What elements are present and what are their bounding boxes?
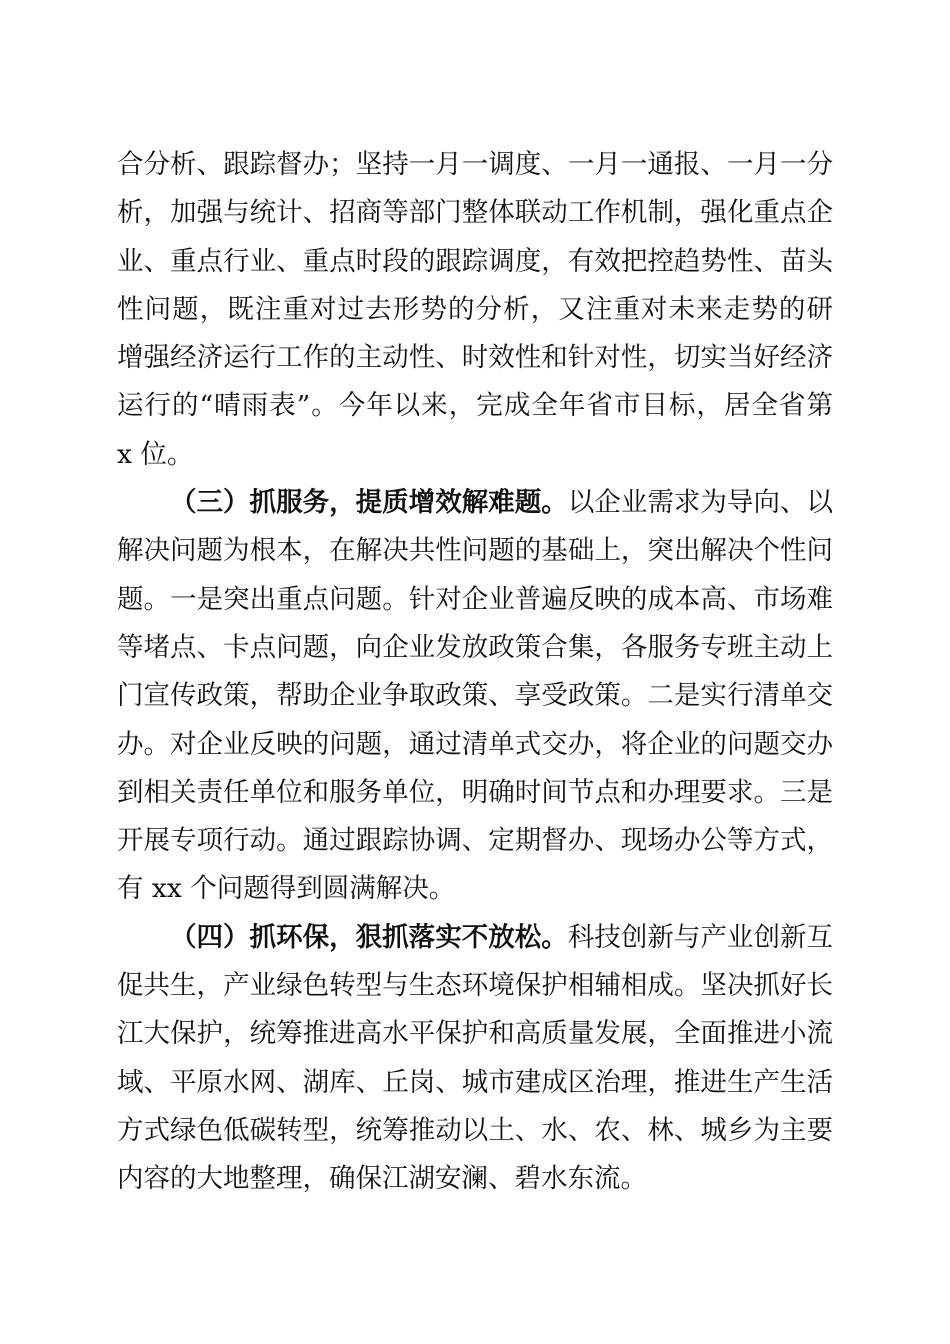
document-body: [117, 141, 833, 1204]
paragraph-line: 析，加强与统计、招商等部门整体联动工作机制，强化重点企: [117, 197, 833, 229]
paragraph-first-line: [117, 914, 833, 962]
paragraph-line: 等堵点、卡点问题，向企业发放政策合集，各服务专班主动上: [117, 631, 833, 663]
paragraph-line: 解决问题为根本，在解决共性问题的基础上，突出解决个性问: [117, 535, 833, 567]
paragraph-line: 题。一是突出重点问题。针对企业普遍反映的成本高、市场难: [117, 583, 833, 615]
section-heading-environment: （四）抓环保，狠抓落实不放松。: [170, 921, 568, 953]
paragraph-line: 合分析、跟踪督办；坚持一月一调度、一月一通报、一月一分: [117, 149, 833, 180]
paragraph-first-line: [117, 479, 833, 527]
paragraph-line: 运行的“晴雨表”。今年以来，完成全年省市目标，居全省第: [117, 390, 833, 422]
paragraph-line: 增强经济运行工作的主动性、时效性和针对性，切实当好经济: [117, 342, 833, 374]
paragraph-line: 办。对企业反映的问题，通过清单式交办，将企业的问题交办: [117, 728, 833, 760]
paragraph-line: 方式绿色低碳转型，统筹推动以土、水、农、林、城乡为主要: [117, 1114, 833, 1146]
paragraph-economic-monitoring: [117, 141, 833, 479]
paragraph-line: 门宣传政策，帮助企业争取政策、享受政策。二是实行清单交: [117, 680, 833, 712]
paragraph-line: 到相关责任单位和服务单位，明确时间节点和办理要求。三是: [117, 776, 833, 808]
paragraph-line: 性问题，既注重对过去形势的分析，又注重对未来走势的研: [117, 293, 833, 325]
paragraph-line: 开展专项行动。通过跟踪协调、定期督办、现场办公等方式，: [117, 825, 833, 857]
paragraph-line: 有 xx 个问题得到圆满解决。: [117, 873, 456, 905]
paragraph-line: 江大保护，统筹推进高水平保护和高质量发展，全面推进小流: [117, 1018, 833, 1050]
paragraph-line: 内容的大地整理，确保江湖安澜、碧水东流。: [117, 1163, 647, 1195]
section-heading-services: （三）抓服务，提质增效解难题。: [170, 487, 568, 519]
paragraph-services: [117, 479, 833, 914]
paragraph-line: x 位。: [117, 438, 194, 470]
paragraph-line: 促共生，产业绿色转型与生态环境保护相辅相成。坚决抓好长: [117, 970, 833, 1002]
paragraph-environment: [117, 914, 833, 1204]
paragraph-line: 域、平原水网、湖库、丘岗、城市建成区治理，推进生产生活: [117, 1066, 833, 1098]
paragraph-text: 以企业需求为导向、以: [567, 487, 833, 519]
paragraph-text: 科技创新与产业创新互: [567, 921, 833, 953]
paragraph-line: 业、重点行业、重点时段的跟踪调度，有效把控趋势性、苗头: [117, 245, 833, 277]
